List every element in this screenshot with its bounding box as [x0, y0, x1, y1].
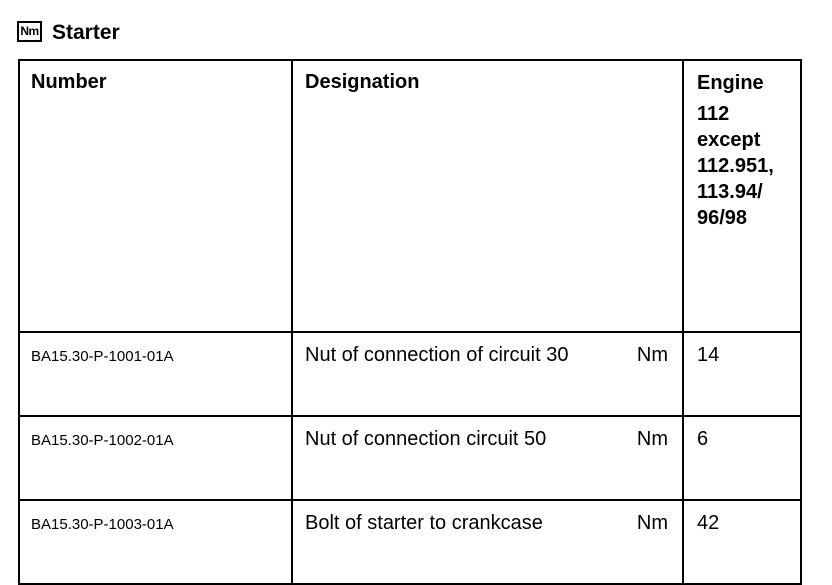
table-row — [19, 500, 801, 584]
engine-line: 112.951, — [697, 155, 774, 177]
engine-title: Engine — [697, 72, 764, 94]
table-row — [19, 416, 801, 500]
row-number-link[interactable]: BA15.30-P-1003-01A — [19, 500, 292, 584]
engine-line: 112 — [697, 103, 730, 125]
row-number-link[interactable]: BA15.30-P-1001-01A — [19, 332, 292, 416]
unit-label: Nm — [636, 344, 668, 366]
torque-value: 6 — [683, 416, 801, 500]
row-designation — [292, 332, 683, 416]
unit-label: Nm — [636, 428, 668, 450]
torque-nm-icon: Nm — [17, 21, 42, 42]
column-header-designation: Designation — [292, 60, 683, 332]
row-designation — [292, 500, 683, 584]
table-row — [19, 332, 801, 416]
page-title: Starter — [52, 21, 120, 44]
engine-line: except — [697, 129, 761, 151]
engine-line: 113.94/ — [697, 181, 763, 203]
row-designation — [292, 416, 683, 500]
designation-text: Bolt of starter to crankcase — [305, 512, 543, 534]
row-number-link[interactable]: BA15.30-P-1002-01A — [19, 416, 292, 500]
designation-text: Nut of connection of circuit 30 — [305, 344, 569, 366]
page-header — [17, 17, 120, 45]
table-header-row — [19, 60, 801, 332]
unit-label: Nm — [636, 512, 668, 534]
torque-value: 14 — [683, 332, 801, 416]
column-header-engine — [683, 60, 801, 332]
column-header-number: Number — [19, 60, 292, 332]
torque-table — [18, 59, 802, 585]
engine-line: 96/98 — [697, 207, 748, 229]
designation-text: Nut of connection circuit 50 — [305, 428, 547, 450]
torque-value: 42 — [683, 500, 801, 584]
